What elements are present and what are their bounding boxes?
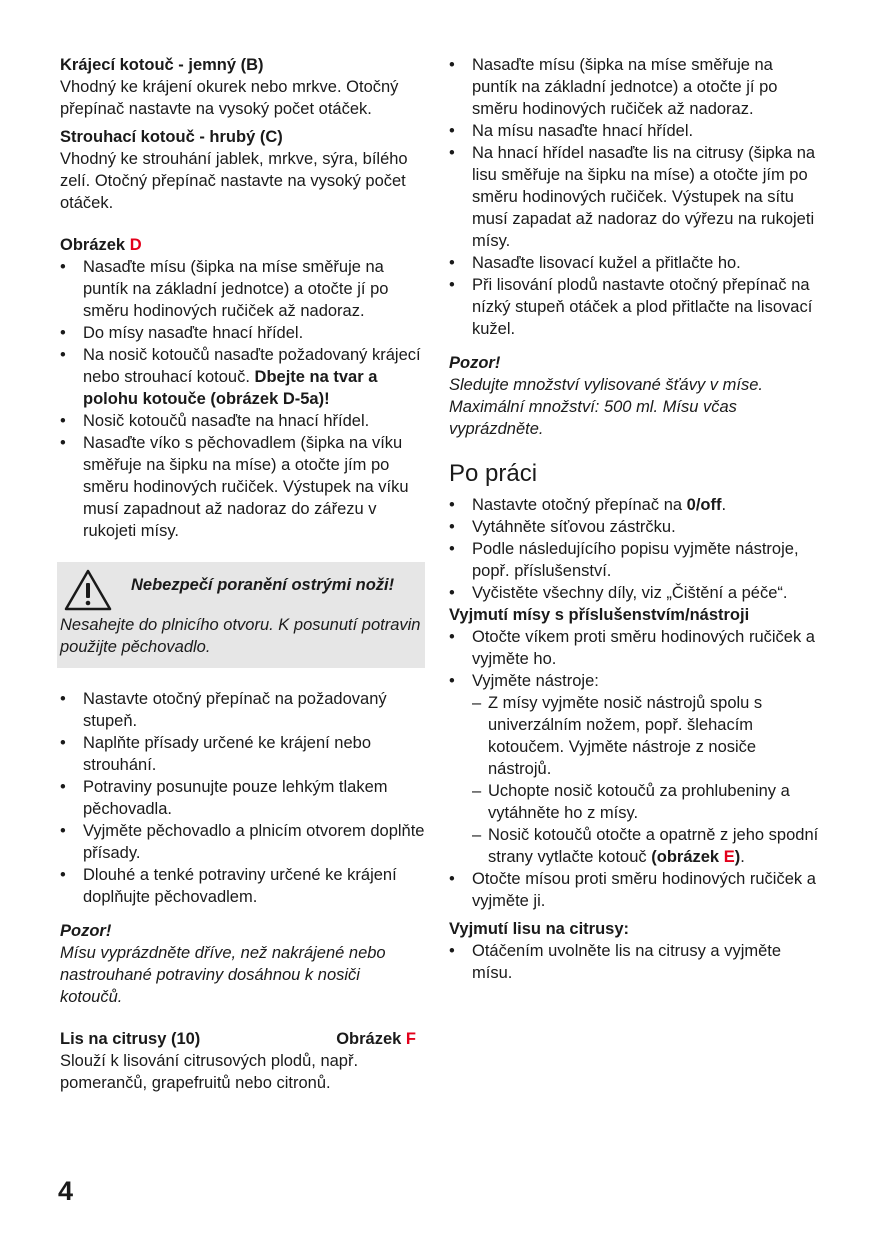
list-item: • Do mísy nasaďte hnací hřídel. bbox=[60, 322, 425, 344]
list-item: • Nasaďte mísu (šipka na míse směřuje na puntík na základní jednotce) a otočte jí po směru hodinových ručiček až nadoraz. bbox=[449, 54, 819, 120]
list-item: • Potraviny posunujte pouze lehkým tlakem pěchovadla. bbox=[60, 776, 425, 820]
warning-title: Nebezpečí poranění ostrými noži! bbox=[131, 576, 395, 594]
figure-e-letter: E bbox=[723, 848, 735, 866]
right-column bbox=[449, 54, 819, 984]
list-item-text: Na nosič kotoučů nasaďte požadovaný krájecí nebo strouhací kotouč. bbox=[83, 346, 421, 386]
citrus-steps-list bbox=[449, 54, 819, 340]
list-item: • Dlouhé a tenké potraviny určené ke krájení doplňujte pěchovadlem. bbox=[60, 864, 425, 908]
remove-citrus-list bbox=[449, 940, 819, 984]
list-item: • Na hnací hřídel nasaďte lis na citrusy (šipka na lisu směřuje na šipku na míse) a otočte jím po směru hodinových ručiček. Výstupek na sítu musí zapadat až nadoraz do výřezu na rukojeti mísy. bbox=[449, 142, 819, 252]
remove-bowl-list bbox=[449, 626, 819, 912]
list-item-text: Nastavte otočný přepínač na bbox=[472, 496, 687, 514]
citrus-press-heading bbox=[60, 1028, 416, 1050]
list-item: • Nasaďte mísu (šipka na míse směřuje na puntík na základní jednotce) a otočte jí po směru hodinových ručiček až nadoraz. bbox=[60, 256, 425, 322]
list-item: • Na mísu nasaďte hnací hřídel. bbox=[449, 120, 819, 142]
figure-e-prefix: (obrázek bbox=[651, 848, 724, 866]
list-item-emphasis: Dbejte na tvar a polohu kotouče (obrázek D-5a)! bbox=[83, 368, 378, 408]
remove-citrus-heading: Vyjmutí lisu na citrusy: bbox=[449, 920, 630, 938]
list-item bbox=[449, 494, 819, 516]
warning-text: Nesahejte do plnicího otvoru. K posunutí potravin použijte pěchovadlo. bbox=[60, 616, 421, 656]
list-item: • Vytáhněte síťovou zástrčku. bbox=[449, 516, 819, 538]
remove-bowl-heading: Vyjmutí mísy s příslušenstvím/nástroji bbox=[449, 606, 750, 624]
section-c-title: Strouhací kotouč - hrubý (C) bbox=[60, 128, 283, 146]
section-c-text: Vhodný ke strouhání jablek, mrkve, sýra, bílého zelí. Otočný přepínač nastavte na vysoký počet otáček. bbox=[60, 150, 408, 212]
figure-d-heading bbox=[60, 234, 425, 256]
sublist-item: – Z mísy vyjměte nosič nástrojů spolu s univerzálním nožem, popř. šlehacím kotoučem. Vyjměte nástroje z nosiče nástrojů. bbox=[472, 692, 819, 780]
usage-list bbox=[60, 688, 425, 908]
section-b-text: Vhodný ke krájení okurek nebo mrkve. Otočný přepínač nastavte na vysoký počet otáček. bbox=[60, 78, 399, 118]
page-number: 4 bbox=[58, 1176, 74, 1206]
list-item: • Otáčením uvolněte lis na citrusy a vyjměte mísu. bbox=[449, 940, 819, 984]
warning-box bbox=[57, 562, 425, 668]
list-item: • Naplňte přísady určené ke krájení nebo strouhání. bbox=[60, 732, 425, 776]
section-b-title: Krájecí kotouč - jemný (B) bbox=[60, 56, 264, 74]
figure-d-list bbox=[60, 256, 425, 542]
list-item-emphasis: 0/off bbox=[686, 496, 722, 514]
figure-d-letter: D bbox=[129, 236, 142, 254]
sublist-item: – Uchopte nosič kotoučů za prohlubeniny a vytáhněte ho z mísy. bbox=[472, 780, 819, 824]
after-work-list bbox=[449, 494, 819, 604]
list-item bbox=[449, 670, 819, 868]
list-item: • Otočte víkem proti směru hodinových ručiček a vyjměte ho. bbox=[449, 626, 819, 670]
list-item: • Nastavte otočný přepínač na požadovaný stupeň. bbox=[60, 688, 425, 732]
list-item: • Nasaďte víko s pěchovadlem (šipka na víku směřuje na šipku na míse) a otočte jím po směru hodinových ručiček. Výstupek na víku musí zapadnout až nadoraz do zářezu v rukojeti mísy. bbox=[60, 432, 425, 542]
list-item: • Vyjměte pěchovadlo a plnicím otvorem doplňte přísady. bbox=[60, 820, 425, 864]
list-item: • Vyčistěte všechny díly, viz „Čištění a péče“. bbox=[449, 582, 819, 604]
warning-triangle-icon bbox=[57, 568, 113, 614]
list-item bbox=[60, 344, 425, 410]
caution-text: Mísu vyprázdněte dříve, než nakrájené nebo nastrouhané potraviny dosáhnou k nosiči kotoučů. bbox=[60, 944, 386, 1006]
list-item: • Podle následujícího popisu vyjměte nástroje, popř. příslušenství. bbox=[449, 538, 819, 582]
citrus-press-title: Lis na citrusy (10) bbox=[60, 1030, 201, 1048]
figure-f-prefix: Obrázek bbox=[336, 1030, 402, 1048]
figure-f-letter: F bbox=[405, 1030, 416, 1048]
figure-f-reference bbox=[336, 1028, 416, 1050]
caution-title: Pozor! bbox=[60, 922, 112, 940]
list-item: • Nosič kotoučů nasaďte na hnací hřídel. bbox=[60, 410, 425, 432]
sublist-item bbox=[472, 824, 819, 868]
left-column bbox=[60, 54, 425, 1094]
citrus-press-text: Slouží k lisování citrusových plodů, např. pomerančů, grapefruitů nebo citronů. bbox=[60, 1052, 359, 1092]
list-item: • Při lisování plodů nastavte otočný přepínač na nízký stupeň otáček a plod přitlačte na lisovací kužel. bbox=[449, 274, 819, 340]
list-item: • Nasaďte lisovací kužel a přitlačte ho. bbox=[449, 252, 819, 274]
list-item-text: . bbox=[721, 496, 727, 514]
list-item-text: Vyjměte nástroje: bbox=[472, 672, 599, 690]
figure-e-suffix: ) bbox=[734, 848, 741, 866]
caution-text: Sledujte množství vylisované šťávy v míse. Maximální množství: 500 ml. Mísu včas vyprázdněte. bbox=[449, 376, 763, 438]
after-work-heading: Po práci bbox=[449, 460, 538, 487]
list-item: • Otočte mísou proti směru hodinových ručiček a vyjměte ji. bbox=[449, 868, 819, 912]
caution-title: Pozor! bbox=[449, 354, 501, 372]
sublist-item-text: Nosič kotoučů otočte a opatrně z jeho spodní strany vytlačte kotouč bbox=[488, 826, 819, 866]
sublist-item-text: . bbox=[740, 848, 745, 866]
figure-d-prefix: Obrázek bbox=[60, 236, 126, 254]
tool-removal-sublist bbox=[472, 692, 819, 868]
